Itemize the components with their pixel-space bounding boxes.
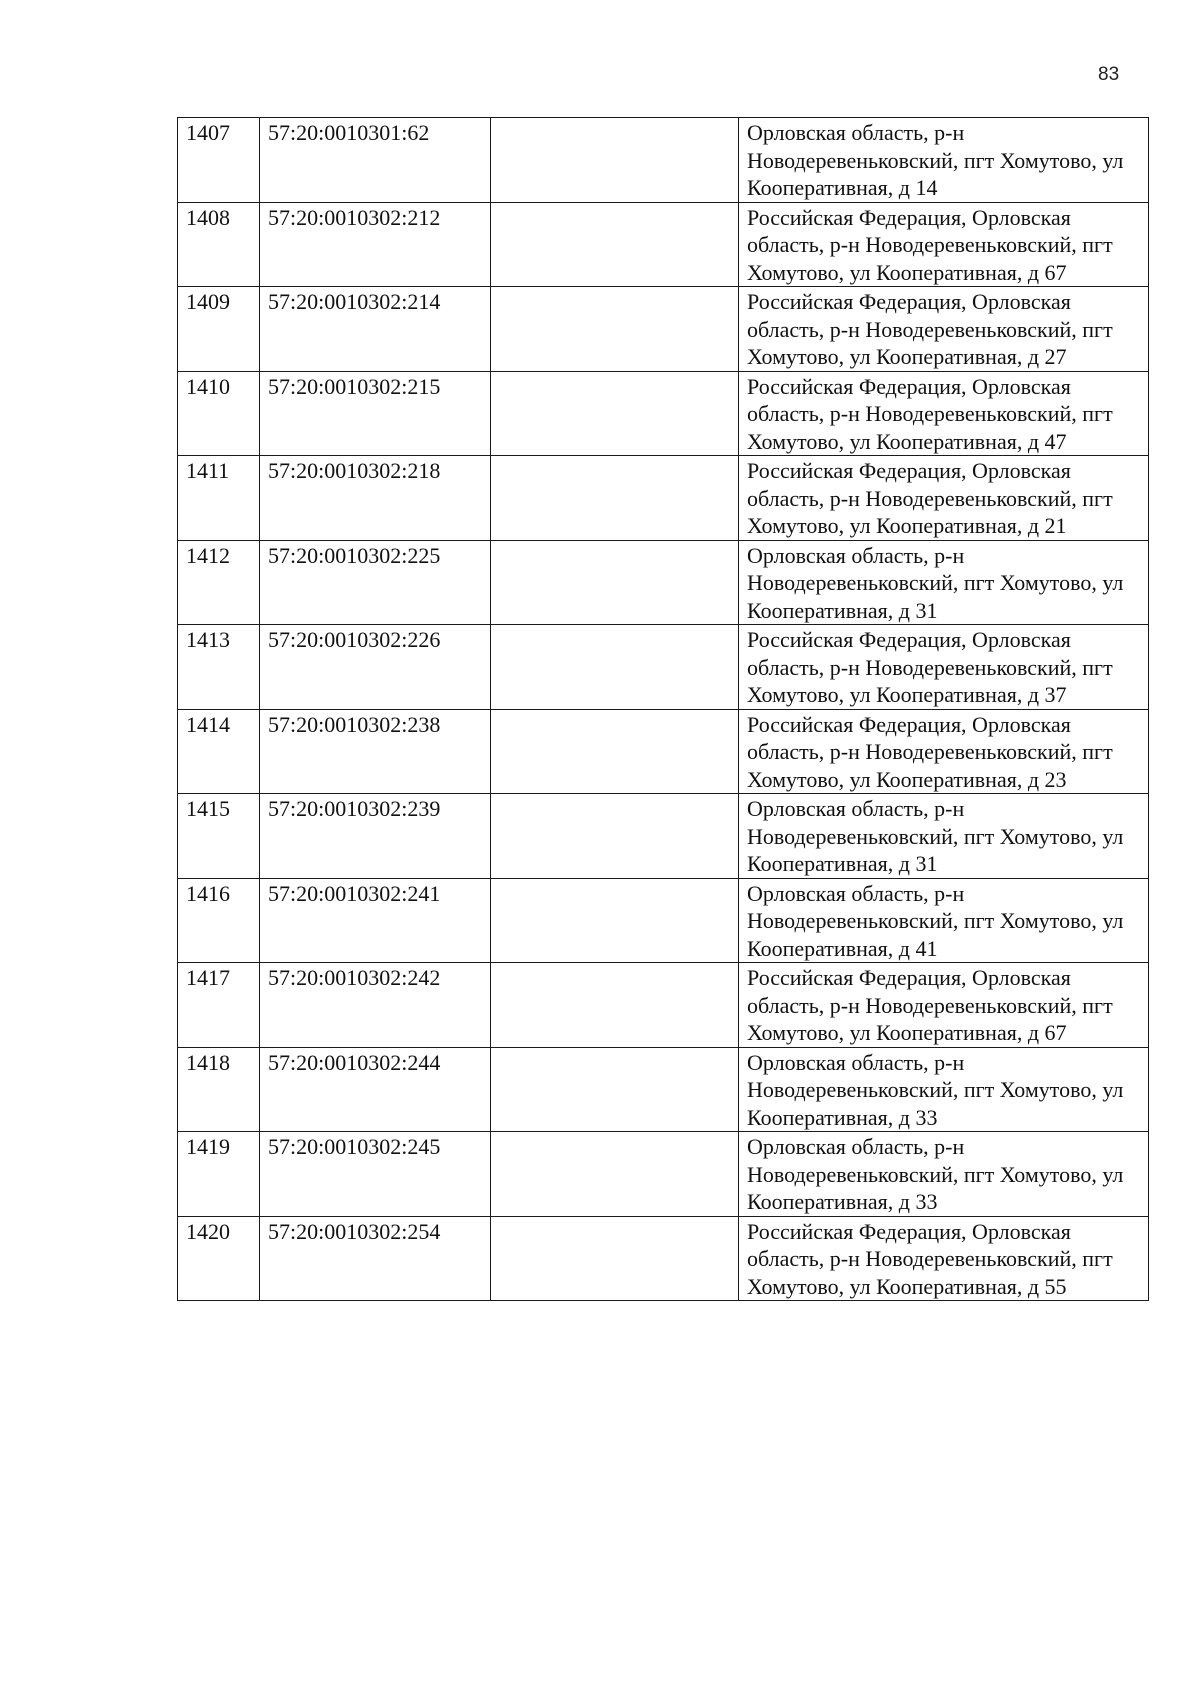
cadastral-number-cell: 57:20:0010302:242 <box>260 963 491 1048</box>
table-row <box>178 202 1149 287</box>
cadastral-number-cell: 57:20:0010302:254 <box>260 1216 491 1301</box>
empty-cell <box>491 1047 739 1132</box>
table-row <box>178 1047 1149 1132</box>
address-cell: Российская Федерация, Орловская область, р-н Новодеревеньковский, пгт Хомутово, ул Кооперативная, д 37 <box>739 625 1149 710</box>
table-row <box>178 118 1149 203</box>
cadastral-number-cell: 57:20:0010302:239 <box>260 794 491 879</box>
cadastral-number-cell: 57:20:0010302:245 <box>260 1132 491 1217</box>
row-number-cell: 1413 <box>178 625 260 710</box>
cadastral-number-cell: 57:20:0010302:218 <box>260 456 491 541</box>
row-number-cell: 1411 <box>178 456 260 541</box>
row-number-cell: 1410 <box>178 371 260 456</box>
address-cell: Российская Федерация, Орловская область, р-н Новодеревеньковский, пгт Хомутово, ул Кооперативная, д 55 <box>739 1216 1149 1301</box>
table-row <box>178 625 1149 710</box>
address-cell: Российская Федерация, Орловская область, р-н Новодеревеньковский, пгт Хомутово, ул Кооперативная, д 23 <box>739 709 1149 794</box>
row-number-cell: 1419 <box>178 1132 260 1217</box>
address-cell: Орловская область, р-н Новодеревеньковский, пгт Хомутово, ул Кооперативная, д 14 <box>739 118 1149 203</box>
table-row <box>178 1216 1149 1301</box>
empty-cell <box>491 963 739 1048</box>
address-cell: Российская Федерация, Орловская область, р-н Новодеревеньковский, пгт Хомутово, ул Кооперативная, д 27 <box>739 287 1149 372</box>
row-number-cell: 1407 <box>178 118 260 203</box>
table-row <box>178 287 1149 372</box>
empty-cell <box>491 794 739 879</box>
address-cell: Орловская область, р-н Новодеревеньковский, пгт Хомутово, ул Кооперативная, д 31 <box>739 794 1149 879</box>
registry-table <box>177 117 1149 1301</box>
address-cell: Орловская область, р-н Новодеревеньковский, пгт Хомутово, ул Кооперативная, д 33 <box>739 1047 1149 1132</box>
cadastral-number-cell: 57:20:0010302:238 <box>260 709 491 794</box>
cadastral-number-cell: 57:20:0010302:212 <box>260 202 491 287</box>
table-row <box>178 1132 1149 1217</box>
row-number-cell: 1415 <box>178 794 260 879</box>
empty-cell <box>491 540 739 625</box>
row-number-cell: 1416 <box>178 878 260 963</box>
address-cell: Российская Федерация, Орловская область, р-н Новодеревеньковский, пгт Хомутово, ул Кооперативная, д 21 <box>739 456 1149 541</box>
page-number: 83 <box>1098 64 1120 85</box>
address-cell: Российская Федерация, Орловская область, р-н Новодеревеньковский, пгт Хомутово, ул Кооперативная, д 47 <box>739 371 1149 456</box>
empty-cell <box>491 625 739 710</box>
empty-cell <box>491 1216 739 1301</box>
row-number-cell: 1408 <box>178 202 260 287</box>
table-row <box>178 794 1149 879</box>
table-row <box>178 709 1149 794</box>
cadastral-number-cell: 57:20:0010302:215 <box>260 371 491 456</box>
row-number-cell: 1420 <box>178 1216 260 1301</box>
cadastral-number-cell: 57:20:0010302:214 <box>260 287 491 372</box>
empty-cell <box>491 878 739 963</box>
empty-cell <box>491 202 739 287</box>
registry-table-body <box>178 118 1149 1301</box>
row-number-cell: 1409 <box>178 287 260 372</box>
row-number-cell: 1414 <box>178 709 260 794</box>
table-row <box>178 878 1149 963</box>
cadastral-number-cell: 57:20:0010302:226 <box>260 625 491 710</box>
empty-cell <box>491 709 739 794</box>
empty-cell <box>491 287 739 372</box>
empty-cell <box>491 1132 739 1217</box>
row-number-cell: 1418 <box>178 1047 260 1132</box>
empty-cell <box>491 118 739 203</box>
cadastral-number-cell: 57:20:0010302:241 <box>260 878 491 963</box>
cadastral-number-cell: 57:20:0010302:244 <box>260 1047 491 1132</box>
table-row <box>178 963 1149 1048</box>
table-row <box>178 371 1149 456</box>
address-cell: Орловская область, р-н Новодеревеньковский, пгт Хомутово, ул Кооперативная, д 33 <box>739 1132 1149 1217</box>
table-row <box>178 456 1149 541</box>
address-cell: Орловская область, р-н Новодеревеньковский, пгт Хомутово, ул Кооперативная, д 41 <box>739 878 1149 963</box>
cadastral-number-cell: 57:20:0010302:225 <box>260 540 491 625</box>
empty-cell <box>491 456 739 541</box>
cadastral-number-cell: 57:20:0010301:62 <box>260 118 491 203</box>
row-number-cell: 1412 <box>178 540 260 625</box>
address-cell: Российская Федерация, Орловская область, р-н Новодеревеньковский, пгт Хомутово, ул Кооперативная, д 67 <box>739 202 1149 287</box>
empty-cell <box>491 371 739 456</box>
address-cell: Орловская область, р-н Новодеревеньковский, пгт Хомутово, ул Кооперативная, д 31 <box>739 540 1149 625</box>
address-cell: Российская Федерация, Орловская область, р-н Новодеревеньковский, пгт Хомутово, ул Кооперативная, д 67 <box>739 963 1149 1048</box>
row-number-cell: 1417 <box>178 963 260 1048</box>
table-row <box>178 540 1149 625</box>
